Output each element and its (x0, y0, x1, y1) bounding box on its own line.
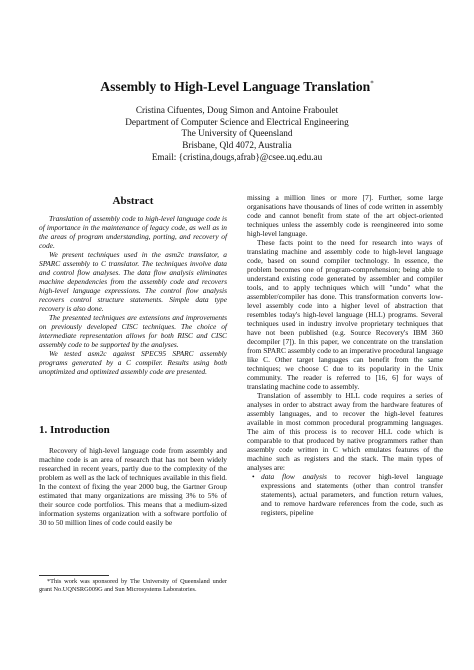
abstract-heading: Abstract (112, 195, 154, 207)
analysis-list (247, 472, 443, 517)
bullet-icon: • (252, 472, 255, 481)
abstract-body (39, 214, 227, 376)
right-column (247, 193, 443, 517)
author-block (0, 105, 474, 164)
affiliation-line: Brisbane, Qld 4072, Australia (182, 140, 292, 151)
introduction-body (39, 446, 227, 527)
abstract-paragraph: The presented techniques are extensions and improvements on previously developed CISC techniques. The choice of intermediate representation allows for both RISC and CISC assembly code to be supported by the analyses. (39, 313, 227, 349)
abstract-paragraph: We tested asm2c against SPEC95 SPARC assembly programs generated by a C compiler. Results using both unoptimized and optimized assembly code are presented. (39, 349, 227, 376)
author-names: Cristina Cifuentes, Doug Simon and Antoine Fraboulet (135, 105, 339, 115)
list-item-term: data flow analysis (261, 472, 327, 481)
body-paragraph: These facts point to the need for research into ways of translating machine and assembly code to high-level language code, based on sound compiler technology. In essence, the problem becomes one of program-comprehension; being able to understand existing code generated by assembler and compiler tools, and to apply techniques which will "undo" what the assembler/compiler has done. This transformation converts low-level assembly code into a higher level of abstraction that resembles today's high-level language (HLL) programs. Several techniques used in industry involve proprietary techniques that have not been published (e.g. Source Recovery's IBM 360 decompiler [7]). In this paper, we concentrate on the translation from SPARC assembly code to an imperative procedural language like C. Other target languages can benefit from the same techniques; we choose C due to its popularity in the Unix community. The reader is referred to [16, 6] for ways of translating machine code to assembly. (247, 238, 443, 391)
section-heading-introduction: 1. Introduction (39, 424, 110, 436)
author-email: Email: {cristina,dougs,afrab}@csee.uq.edu.au (151, 151, 323, 162)
affiliation-line: Department of Computer Science and Electrical Engineering (125, 116, 349, 127)
footnote-text: *This work was sponsored by The University of Queensland under grant No.UQNSRG009G and Sun Microsystems Laboratories. (39, 578, 227, 593)
footnote-rule (39, 575, 109, 576)
affiliation-line: The University of Queensland (181, 128, 293, 139)
title-footnote-mark: * (370, 79, 374, 88)
footnote (39, 578, 227, 593)
body-paragraph: Translation of assembly to HLL code requires a series of analyses in order to abstract away from the hardware features of assembly languages, and to recover the high-level features available in most common procedural programming languages. The aim of this process is to recover HLL code which is comparable to that produced by native programmers rather than assembly code written in C which emulates features of the machine such as registers and the stack. The main types of analyses are: (247, 391, 443, 472)
list-item-text: to recover high-level language expressions and statements (other than control transfer statements), actual parameters, and function return values, and to remove hardware references from the code, such as registers, pipeline (261, 472, 443, 517)
list-item (252, 472, 443, 517)
paper-title: Assembly to High-Level Language Translation* (100, 79, 374, 94)
continued-paragraph: missing a million lines or more [7]. Further, some large organisations have thousands of lines of code written in assembly code and cannot benefit from state of the art object-oriented techniques unless the assembly code is reengineered into some high-level language. (247, 193, 443, 238)
abstract-paragraph: We present techniques used in the asm2c translator, a SPARC assembly to C translator. The techniques involve data and control flow analyses. The data flow analysis eliminates machine dependencies from the assembly code and recovers high-level language expressions. The control flow analysis recovers control structure statements. Simple data type recovery is also done. (39, 250, 227, 313)
introduction-paragraph: Recovery of high-level language code from assembly and machine code is an area of research that has not been widely researched in recent years, partly due to the complexity of the problem as well as the lack of techniques available in this field. In the context of fixing the year 2000 bug, the Gartner Group estimated that many organizations are missing 3% to 5% of their source code portfolios. This means that a medium-sized information systems organization with a software portfolio of 30 to 50 million lines of code could easily be (39, 446, 227, 527)
abstract-paragraph: Translation of assembly code to high-level language code is of importance in the maintenance of legacy code, as well as in the areas of program understanding, porting, and recovery of code. (39, 214, 227, 250)
